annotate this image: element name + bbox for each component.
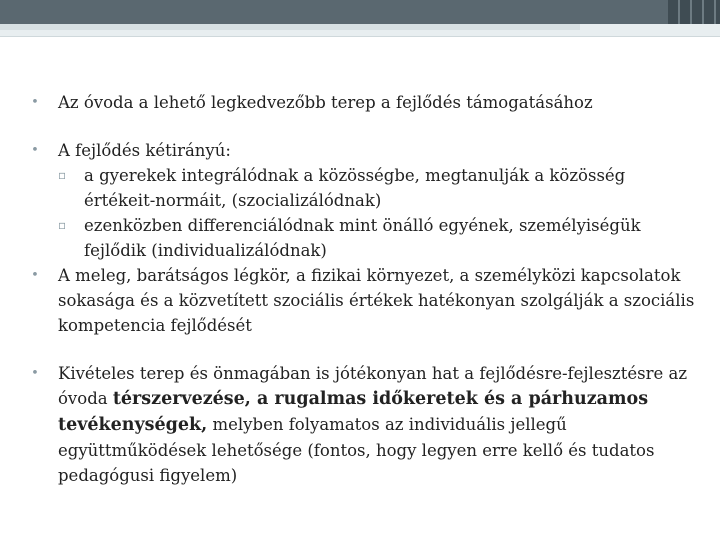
bullet-dot-icon: • — [31, 268, 39, 283]
bullet-text: A fejlődés kétirányú: — [58, 141, 231, 160]
sub-bullet-item — [28, 163, 698, 213]
bullet-text-part: melyben folyamatos az individuális jellegű együttműködések lehetősége (fontos, hogy legyen erre kellő és tudatos pedagógusi figyelem) — [58, 415, 655, 485]
sub-bullet-square-icon: ▫ — [58, 218, 67, 232]
slide-header-divider — [0, 36, 720, 37]
bullet-dot-icon: • — [31, 366, 39, 381]
bullet-text-part: Kivételes terep és önmagában is jótékonyan hat a fejlődésre-fejlesztésre az óvoda — [58, 364, 688, 408]
bullet-item — [28, 263, 698, 338]
bullet-dot-icon: • — [31, 95, 39, 110]
slide-body — [28, 90, 698, 488]
sub-bullet-text: ezenközben differenciálódnak mint önálló egyének, személyiségük fejlődik (individualizálódnak) — [84, 216, 641, 260]
bullet-text-emphasis: térszervezése, a rugalmas időkeretek és a párhuzamos tevékenységek, — [58, 389, 649, 435]
bullet-dot-icon: • — [31, 143, 39, 158]
bullet-item — [28, 138, 698, 163]
slide-header-bar — [0, 0, 720, 24]
bullet-item — [28, 361, 698, 488]
sub-bullet-text: a gyerekek integrálódnak a közösségbe, megtanulják a közösség értékeit-normáit, (szocializálódnak) — [84, 166, 626, 210]
bullet-text: A meleg, barátságos légkör, a fizikai környezet, a személyközi kapcsolatok sokasága és a közvetített szociális értékek hatékonyan szolgálják a szociális kompetencia fejlődését — [58, 266, 695, 335]
slide-header-accent-inner — [0, 24, 580, 30]
sub-bullet-square-icon: ▫ — [58, 168, 67, 182]
slide-header-corner — [668, 0, 720, 24]
sub-bullet-item — [28, 213, 698, 263]
bullet-text: Az óvoda a lehető legkedvezőbb terep a fejlődés támogatásához — [58, 93, 593, 112]
bullet-item — [28, 90, 698, 115]
